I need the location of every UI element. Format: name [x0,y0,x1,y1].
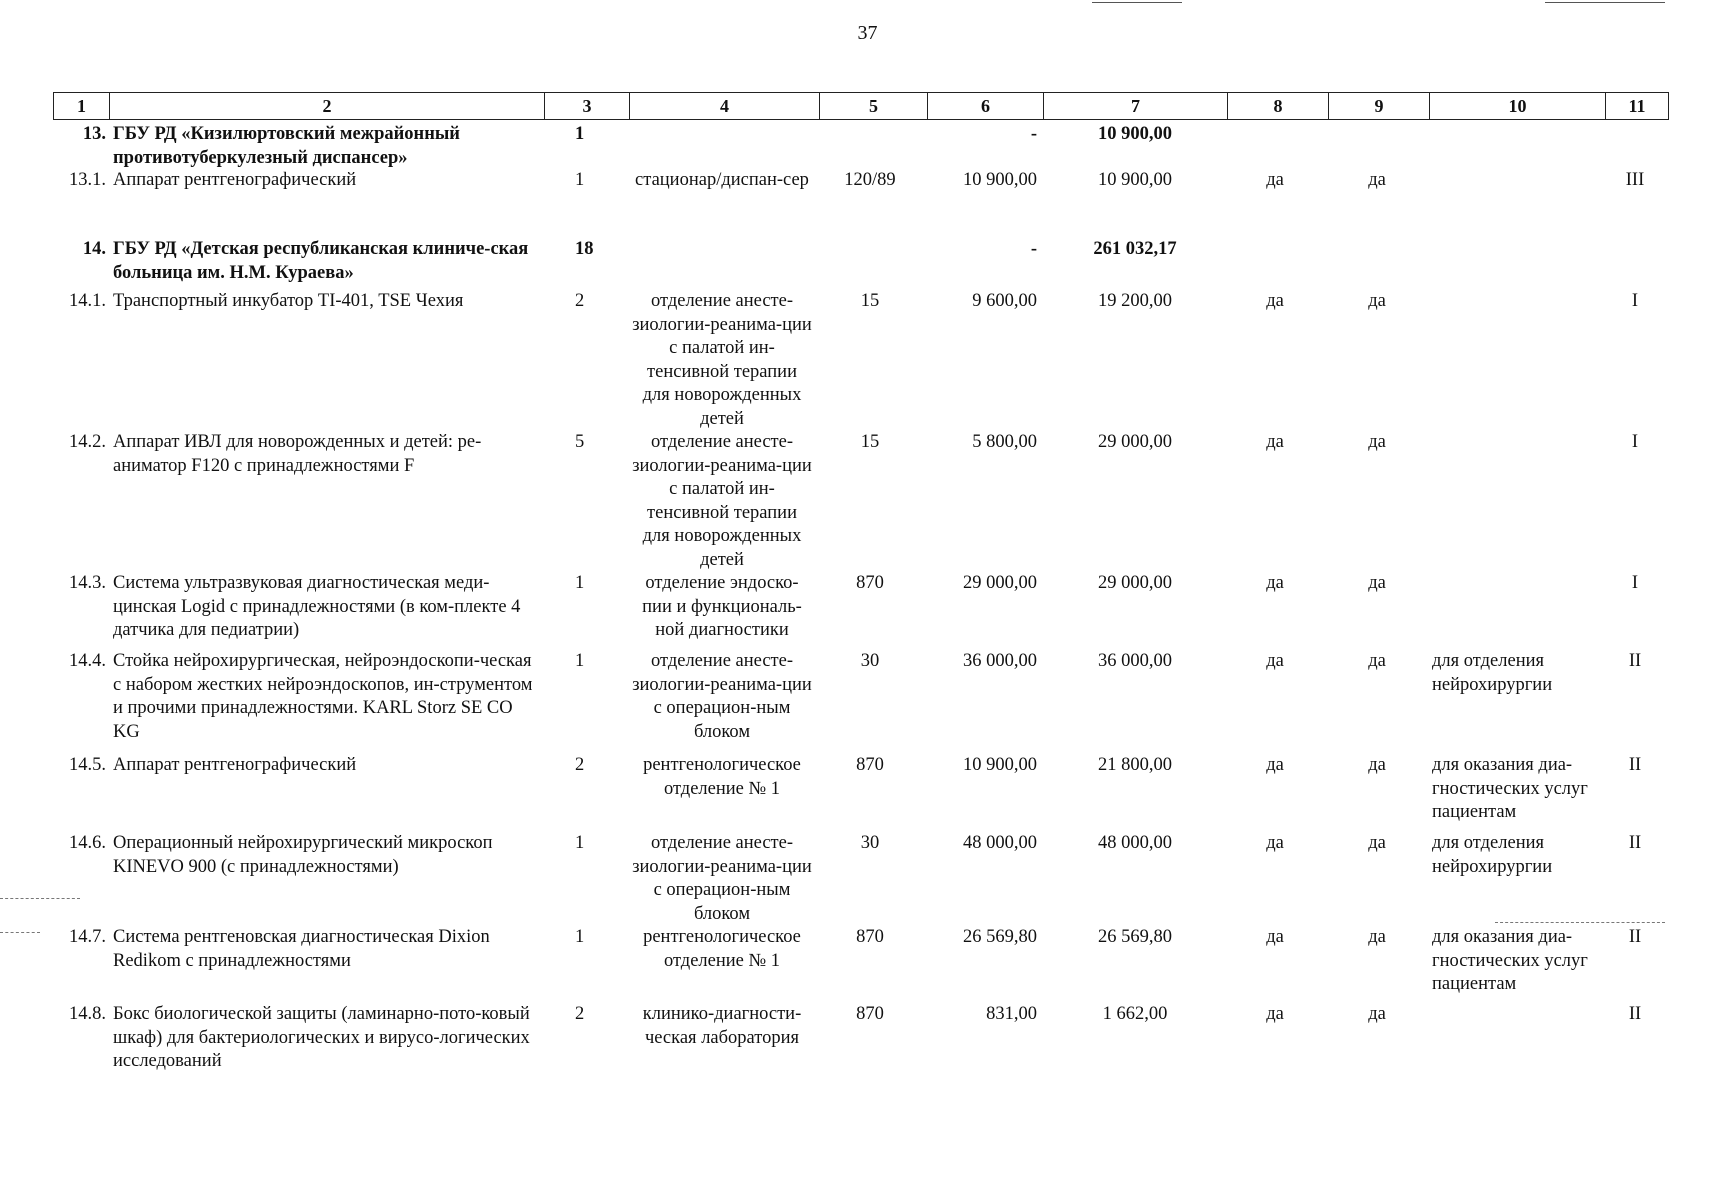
priority-class: I [1631,291,1639,311]
column-header: 11 [1606,93,1669,120]
department: отделение анесте-зиологии-реанима-ции с операцион-ным блоком [632,833,812,924]
col8-value: да [1266,573,1284,593]
total-cost: 1 662,00 [1102,1004,1168,1024]
institution-name: ГБУ РД «Детская республиканская клиниче-ская больница им. Н.М. Кураева» [113,239,529,283]
quantity: 2 [575,291,585,311]
unit-price: 831,00 [986,1004,1037,1024]
col5-value: 15 [860,432,880,452]
quantity: 18 [575,239,594,259]
col8-value: да [1266,1004,1284,1024]
col8-value: да [1266,291,1284,311]
quantity: 1 [575,124,585,144]
col5-value: 30 [860,833,880,853]
scan-artifact-dash [0,898,80,900]
column-header: 5 [820,93,928,120]
column-header: 2 [110,93,545,120]
col8-value: да [1266,651,1284,671]
department: клинико-диагности-ческая лаборатория [642,1004,802,1048]
quantity: 2 [575,755,585,775]
department: стационар/диспан-сер [635,170,809,190]
priority-class: II [1628,927,1642,947]
unit-price: 9 600,00 [972,291,1037,311]
column-header: 7 [1044,93,1228,120]
equipment-name: Операционный нейрохирургический микроскоп KINEVO 900 (с принадлежностями) [113,833,493,877]
column-header: 8 [1228,93,1329,120]
department: отделение анесте-зиологии-реанима-ции с палатой ин-тенсивной терапии для новорожденных детей [632,432,812,570]
quantity: 1 [575,573,585,593]
total-cost: 29 000,00 [1098,432,1172,452]
col5-value: 120/89 [844,170,896,190]
scan-artifact-line [1545,2,1665,3]
scan-artifact-dash [0,932,40,934]
quantity: 1 [575,833,585,853]
column-header: 4 [630,93,820,120]
row-number: 14.7. [69,927,106,947]
equipment-name: Аппарат рентгенографический [113,755,357,775]
col5-value: 15 [860,291,880,311]
equipment-name: Транспортный инкубатор TI-401, TSE Чехия [113,291,464,311]
unit-price: 26 569,80 [963,927,1037,947]
total-cost: 10 900,00 [1098,124,1172,144]
row-number: 14.5. [69,755,106,775]
row-number: 13.1. [69,170,106,190]
column-header: 1 [54,93,110,120]
col9-value: да [1368,833,1386,853]
equipment-name: Стойка нейрохирургическая, нейроэндоскопи-ческая с набором жестких нейроэндоскопов, ин-струментом и прочими принадлежностями. KARL Storz SE CO KG [113,651,533,742]
equipment-name: Система рентгеновская диагностическая Dixion Redikom с принадлежностями [113,927,490,971]
total-cost: 26 569,80 [1098,927,1172,947]
col8-value: да [1266,170,1284,190]
priority-class: II [1628,651,1642,671]
page-number: 37 [857,22,878,44]
total-cost: 36 000,00 [1098,651,1172,671]
institution-name: ГБУ РД «Кизилюртовский межрайонный противотуберкулезный диспансер» [113,124,460,168]
column-header: 6 [928,93,1044,120]
equipment-name: Аппарат рентгенографический [113,170,357,190]
row-number: 14.3. [69,573,106,593]
quantity: 1 [575,927,585,947]
priority-class: I [1631,432,1639,452]
priority-class: II [1628,755,1642,775]
unit-price: 10 900,00 [963,170,1037,190]
row-number: 14. [82,239,106,259]
purpose-note: для оказания диа-гностических услуг пациентам [1432,755,1588,822]
total-cost: 261 032,17 [1093,239,1177,259]
col9-value: да [1368,755,1386,775]
scan-artifact-line [1092,2,1182,3]
col9-value: да [1368,1004,1386,1024]
quantity: 5 [575,432,585,452]
priority-class: II [1628,1004,1642,1024]
col5-value: 870 [856,1004,884,1024]
priority-class: III [1625,170,1645,190]
col9-value: да [1368,170,1386,190]
unit-price: 29 000,00 [963,573,1037,593]
unit-price: 48 000,00 [963,833,1037,853]
equipment-name: Аппарат ИВЛ для новорожденных и детей: ре-аниматор F120 с принадлежностями F [113,432,482,476]
department: рентгенологическое отделение № 1 [643,927,801,971]
col5-value: 870 [856,927,884,947]
col5-value: 30 [860,651,880,671]
col9-value: да [1368,573,1386,593]
total-cost: 29 000,00 [1098,573,1172,593]
row-number: 14.4. [69,651,106,671]
unit-price: 10 900,00 [963,755,1037,775]
col9-value: да [1368,927,1386,947]
equipment-name: Бокс биологической защиты (ламинарно-пото-ковый шкаф) для бактериологических и вирусо-логических исследований [113,1004,530,1071]
col9-value: да [1368,651,1386,671]
col8-value: да [1266,927,1284,947]
quantity: 1 [575,651,585,671]
purpose-note: для оказания диа-гностических услуг пациентам [1432,927,1588,994]
col8-value: да [1266,755,1284,775]
total-cost: 19 200,00 [1098,291,1172,311]
priority-class: I [1631,573,1639,593]
equipment-name: Система ультразвуковая диагностическая меди-цинская Logid с принадлежностями (в ком-плекте 4 датчика для педиатрии) [113,573,521,640]
row-number: 14.6. [69,833,106,853]
quantity: 1 [575,170,585,190]
purpose-note: для отделения нейрохирургии [1432,833,1553,877]
column-header: 3 [545,93,630,120]
col9-value: да [1368,432,1386,452]
row-number: 13. [82,124,106,144]
unit-price: 36 000,00 [963,651,1037,671]
priority-class: II [1628,833,1642,853]
unit-price: - [1030,124,1037,144]
col5-value: 870 [856,755,884,775]
purpose-note: для отделения нейрохирургии [1432,651,1553,695]
col5-value: 870 [856,573,884,593]
total-cost: 48 000,00 [1098,833,1172,853]
unit-price: - [1030,239,1037,259]
quantity: 2 [575,1004,585,1024]
department: рентгенологическое отделение № 1 [643,755,801,799]
col8-value: да [1266,833,1284,853]
col8-value: да [1266,432,1284,452]
department: отделение анесте-зиологии-реанима-ции с палатой ин-тенсивной терапии для новорожденных детей [632,291,812,429]
row-number: 14.2. [69,432,106,452]
unit-price: 5 800,00 [972,432,1037,452]
scan-artifact-dash [1495,922,1665,924]
department: отделение анесте-зиологии-реанима-ции с операцион-ным блоком [632,651,812,742]
column-header-row [53,92,1669,120]
col9-value: да [1368,291,1386,311]
column-header: 10 [1430,93,1606,120]
row-number: 14.8. [69,1004,106,1024]
total-cost: 21 800,00 [1098,755,1172,775]
total-cost: 10 900,00 [1098,170,1172,190]
column-header: 9 [1329,93,1430,120]
department: отделение эндоско-пии и функциональ-ной диагностики [642,573,802,640]
row-number: 14.1. [69,291,106,311]
